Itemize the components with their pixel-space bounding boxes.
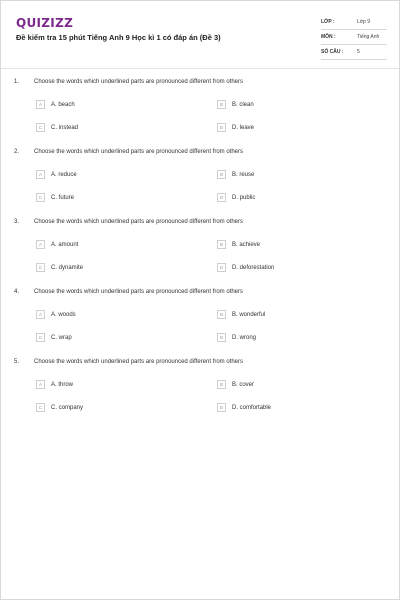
option-text: D. wrong (232, 334, 257, 341)
option-c[interactable] (36, 193, 74, 202)
option-a[interactable] (36, 310, 76, 319)
question-item (1, 149, 399, 219)
option-text: C. wrap (51, 334, 72, 341)
meta-label: SỐ CÂU : (321, 49, 344, 55)
question-text: Choose the words which underlined parts are pronounced different from others (34, 219, 244, 225)
meta-label: LỚP : (321, 19, 335, 25)
option-text: D. public (232, 194, 256, 201)
option-letter-box: B (217, 240, 226, 249)
question-number: 1. (14, 79, 20, 85)
header-divider (1, 68, 399, 69)
option-letter-box: D (217, 193, 226, 202)
option-d[interactable] (217, 403, 271, 412)
option-d[interactable] (217, 333, 256, 342)
option-letter-box: B (217, 170, 226, 179)
meta-value: Lớp 9 (357, 19, 371, 25)
question-list (1, 79, 399, 429)
option-letter-box: D (217, 333, 226, 342)
option-letter-box: B (217, 310, 226, 319)
option-a[interactable] (36, 170, 77, 179)
question-number: 5. (14, 359, 20, 365)
option-letter-box: B (217, 380, 226, 389)
worksheet-title: Đề kiểm tra 15 phút Tiếng Anh 9 Học kì 1 có đáp án (Đề 3) (16, 33, 221, 42)
option-letter-box: A (36, 240, 45, 249)
option-letter-box: D (217, 263, 226, 272)
option-c[interactable] (36, 263, 83, 272)
option-letter-box: A (36, 100, 45, 109)
option-text: A. beach (51, 101, 75, 108)
question-text: Choose the words which underlined parts are pronounced different from others (34, 359, 244, 365)
question-item (1, 79, 399, 149)
question-number: 4. (14, 289, 20, 295)
worksheet-meta (321, 15, 387, 60)
question-item (1, 289, 399, 359)
option-text: C. future (51, 194, 75, 201)
option-text: D. leave (232, 124, 255, 131)
option-a[interactable] (36, 380, 73, 389)
meta-value: 5 (357, 49, 360, 55)
option-text: A. reduce (51, 171, 77, 178)
option-text: C. dynamite (51, 264, 84, 271)
option-letter-box: C (36, 123, 45, 132)
option-text: A. amount (51, 241, 79, 248)
option-d[interactable] (217, 263, 274, 272)
option-letter-box: A (36, 380, 45, 389)
option-b[interactable] (217, 240, 260, 249)
question-number: 2. (14, 149, 20, 155)
option-c[interactable] (36, 403, 83, 412)
option-letter-box: A (36, 170, 45, 179)
meta-row-class (321, 15, 387, 30)
option-text: B. cover (232, 381, 255, 388)
option-text: B. achieve (232, 241, 261, 248)
option-b[interactable] (217, 380, 254, 389)
question-text: Choose the words which underlined parts are pronounced different from others (34, 289, 244, 295)
option-text: C. instead (51, 124, 79, 131)
meta-row-count (321, 45, 387, 60)
quizizz-logo: QUIZIZZ (16, 16, 74, 30)
option-text: B. clean (232, 101, 254, 108)
option-text: D. deforestation (232, 264, 275, 271)
option-letter-box: C (36, 263, 45, 272)
option-a[interactable] (36, 100, 75, 109)
option-text: C. company (51, 404, 84, 411)
option-a[interactable] (36, 240, 78, 249)
option-b[interactable] (217, 100, 254, 109)
question-text: Choose the words which underlined parts are pronounced different from others (34, 79, 244, 85)
option-letter-box: C (36, 403, 45, 412)
option-text: B. reuse (232, 171, 255, 178)
option-d[interactable] (217, 193, 255, 202)
option-text: B. wonderful (232, 311, 266, 318)
meta-label: MÔN : (321, 34, 336, 40)
question-number: 3. (14, 219, 20, 225)
meta-value: Tiếng Anh (357, 34, 380, 40)
option-text: A. throw (51, 381, 74, 388)
option-c[interactable] (36, 333, 72, 342)
option-letter-box: D (217, 403, 226, 412)
question-item (1, 359, 399, 429)
option-letter-box: A (36, 310, 45, 319)
option-letter-box: C (36, 193, 45, 202)
meta-row-subject (321, 30, 387, 45)
option-c[interactable] (36, 123, 78, 132)
option-text: A. woods (51, 311, 76, 318)
option-b[interactable] (217, 170, 254, 179)
option-d[interactable] (217, 123, 254, 132)
question-text: Choose the words which underlined parts are pronounced different from others (34, 149, 244, 155)
question-item (1, 219, 399, 289)
option-letter-box: B (217, 100, 226, 109)
option-b[interactable] (217, 310, 265, 319)
option-letter-box: C (36, 333, 45, 342)
option-text: D. comfortable (232, 404, 272, 411)
option-letter-box: D (217, 123, 226, 132)
